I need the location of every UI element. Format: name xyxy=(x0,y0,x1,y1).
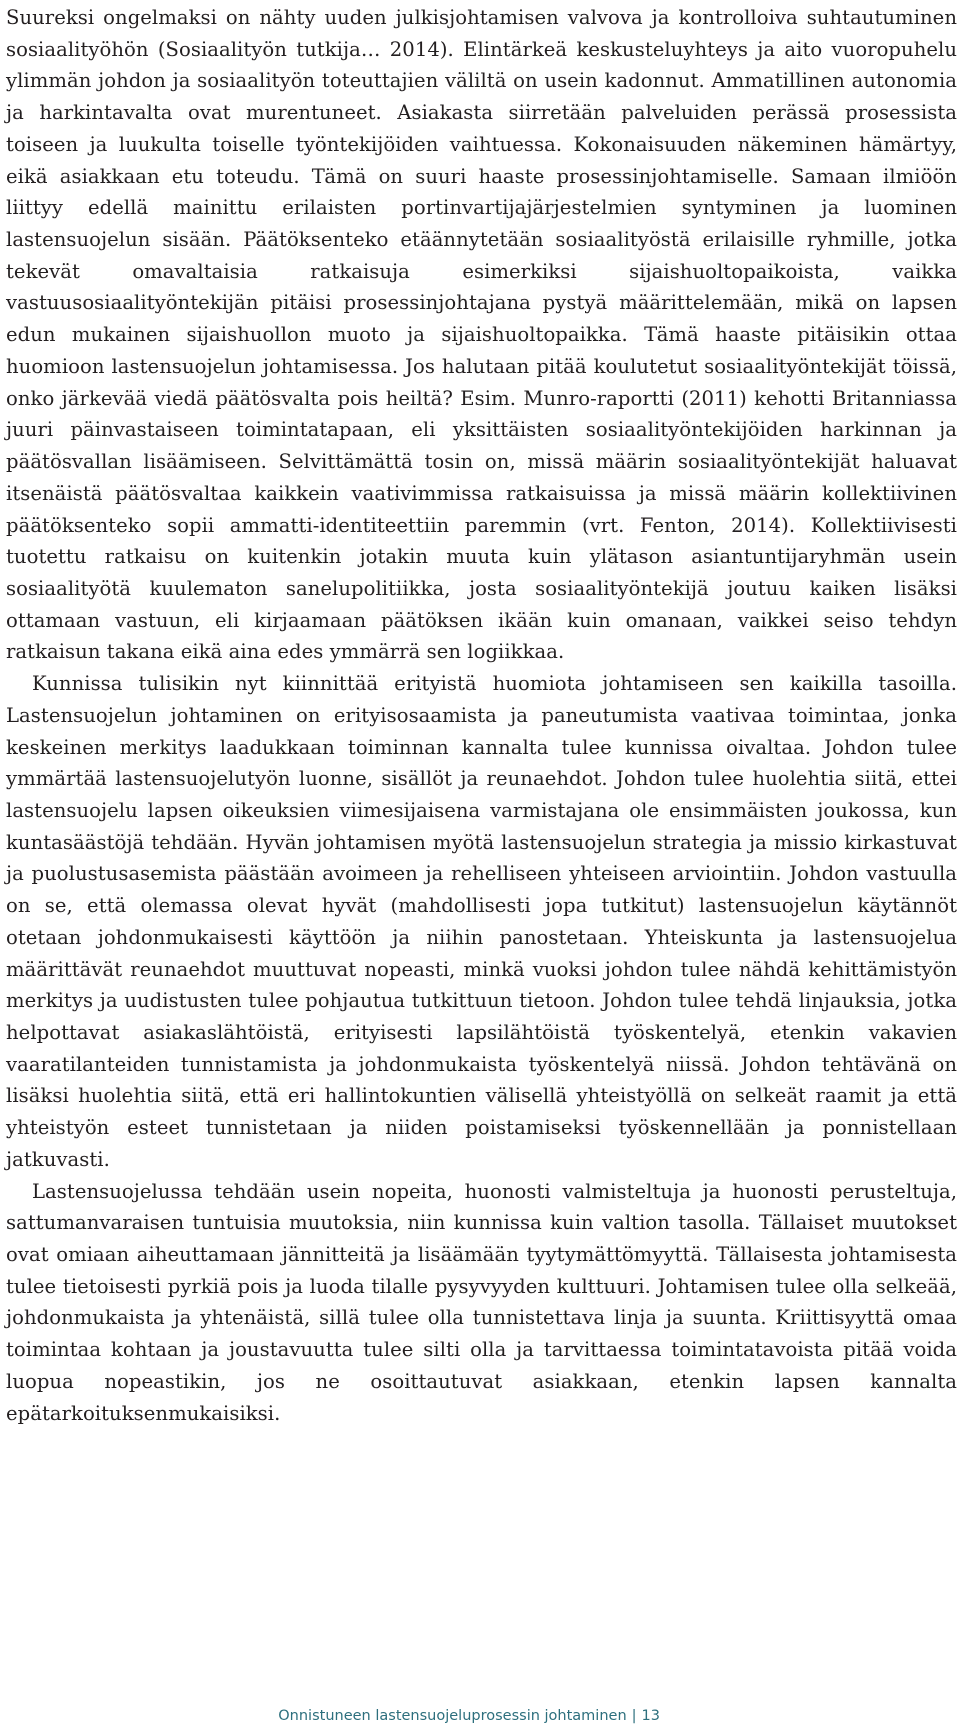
paragraph-3: Lastensuojelussa tehdään usein nopeita, huonosti valmisteltuja ja huonosti perusteltuja, sattumanvaraisen tuntuisia muutoksia, niin kunnissa kuin valtion tasolla. Tällaiset muutokset ovat omiaan aiheuttamaan jännitteitä ja lisäämään tyytymättömyyttä. Tällaisesta johtamisesta tulee tietoisesti pyrkiä pois ja luoda tilalle pysyvyyden kulttuuri. Johtamisen tulee olla selkeää, johdonmukaista ja yhtenäistä, sillä tulee olla tunnistettava linja ja suunta. Kriittisyyttä omaa toimintaa kohtaan ja joustavuutta tulee silti olla ja tarvittaessa toimintatavoista pitää voida luopua nopeastikin, jos ne osoittautuvat asiakkaan, etenkin lapsen kannalta epätarkoituksenmukaisiksi. xyxy=(6,1179,957,1425)
footer-separator: | xyxy=(631,1708,637,1724)
page-number: 13 xyxy=(641,1708,660,1724)
footer-title: Onnistuneen lastensuojeluprosessin johtaminen xyxy=(278,1708,627,1724)
body-text xyxy=(6,2,957,1429)
paragraph-2: Kunnissa tulisikin nyt kiinnittää erityistä huomiota johtamiseen sen kaikilla tasoilla. Lastensuojelun johtaminen on erityisosaamista ja paneutumista vaativaa toimintaa, jonka keskeinen merkitys laadukkaan toiminnan kannalta tulee kunnissa oivaltaa. Johdon tulee ymmärtää lastensuojelutyön luonne, sisällöt ja reunaehdot. Johdon tulee huolehtia siitä, ettei lastensuojelu lapsen oikeuksien viimesijaisena varmistajana ole ensimmäisten joukossa, kun kuntasäästöjä tehdään. Hyvän johtamisen myötä lastensuojelun strategia ja missio kirkastuvat ja puolustusasemista päästään avoimeen ja rehelliseen yhteiseen arviointiin. Johdon vastuulla on se, että olemassa olevat hyvät (mahdollisesti jopa tutkitut) lastensuojelun käytännöt otetaan johdonmukaisesti käyttöön ja niihin panostetaan. Yhteiskunta ja lastensuojelua määrittävät reunaehdot muuttuvat nopeasti, minkä vuoksi johdon tulee nähdä kehittämistyön merkitys ja uudistusten tulee pohjautua tutkittuun tietoon. Johdon tulee tehdä linjauksia, jotka helpottavat asiakaslähtöistä, erityisesti lapsilähtöistä työskentelyä, etenkin vakavien vaaratilanteiden tunnistamista ja johdonmukaista työskentelyä niissä. Johdon tehtävänä on lisäksi huolehtia siitä, että eri hallintokuntien välisellä yhteistyöllä on selkeät raamit ja että yhteistyön esteet tunnistetaan ja niiden poistamiseksi työskennellään ja ponnistellaan jatkuvasti. xyxy=(6,672,957,1171)
page-footer xyxy=(278,1708,660,1724)
paragraph-1: Suureksi ongelmaksi on nähty uuden julkisjohtamisen valvova ja kontrolloiva suhtautuminen sosiaalityöhön (Sosiaalityön tutkija… 2014). Elintärkeä keskusteluyhteys ja aito vuoropuhelu ylimmän johdon ja sosiaalityön toteuttajien väliltä on usein kadonnut. Ammatillinen autonomia ja harkintavalta ovat murentuneet. Asiakasta siirretään palveluiden perässä prosessista toiseen ja luukulta toiselle työntekijöiden vaihtuessa. Kokonaisuuden näkeminen hämärtyy, eikä asiakkaan etu toteudu. Tämä on suuri haaste prosessinjohtamiselle. Samaan ilmiöön liittyy edellä mainittu erilaisten portinvartijajärjestelmien syntyminen ja luominen lastensuojelun sisään. Päätöksenteko etäännytetään sosiaalityöstä erilaisille ryhmille, jotka tekevät omavaltaisia ratkaisuja esimerkiksi sijaishuoltopaikoista, vaikka vastuusosiaalityöntekijän pitäisi prosessinjohtajana pystyä määrittelemään, mikä on lapsen edun mukainen sijaishuollon muoto ja sijaishuoltopaikka. Tämä haaste pitäisikin ottaa huomioon lastensuojelun johtamisessa. Jos halutaan pitää koulutetut sosiaalityöntekijät töissä, onko järkevää viedä päätösvalta pois heiltä? Esim. Munro-raportti (2011) kehotti Britanniassa juuri päinvastaiseen toimintatapaan, eli yksittäisten sosiaalityöntekijöiden harkinnan ja päätösvallan lisäämiseen. Selvittämättä tosin on, missä määrin sosiaalityöntekijät haluavat itsenäistä päätösvaltaa kaikkein vaativimmissa ratkaisuissa ja missä määrin kollektiivinen päätöksenteko sopii ammatti-identiteettiin paremmin (vrt. Fenton, 2014). Kollektiivisesti tuotettu ratkaisu on kuitenkin jotakin muuta kuin ylätason asiantuntijaryhmän usein sosiaalityötä kuulematon sanelupolitiikka, josta sosiaalityöntekijä joutuu kaiken lisäksi ottamaan vastuun, eli kirjaamaan päätöksen ikään kuin omanaan, vaikkei seiso tehdyn ratkaisun takana eikä aina edes ymmärrä sen logiikkaa. xyxy=(6,6,957,664)
